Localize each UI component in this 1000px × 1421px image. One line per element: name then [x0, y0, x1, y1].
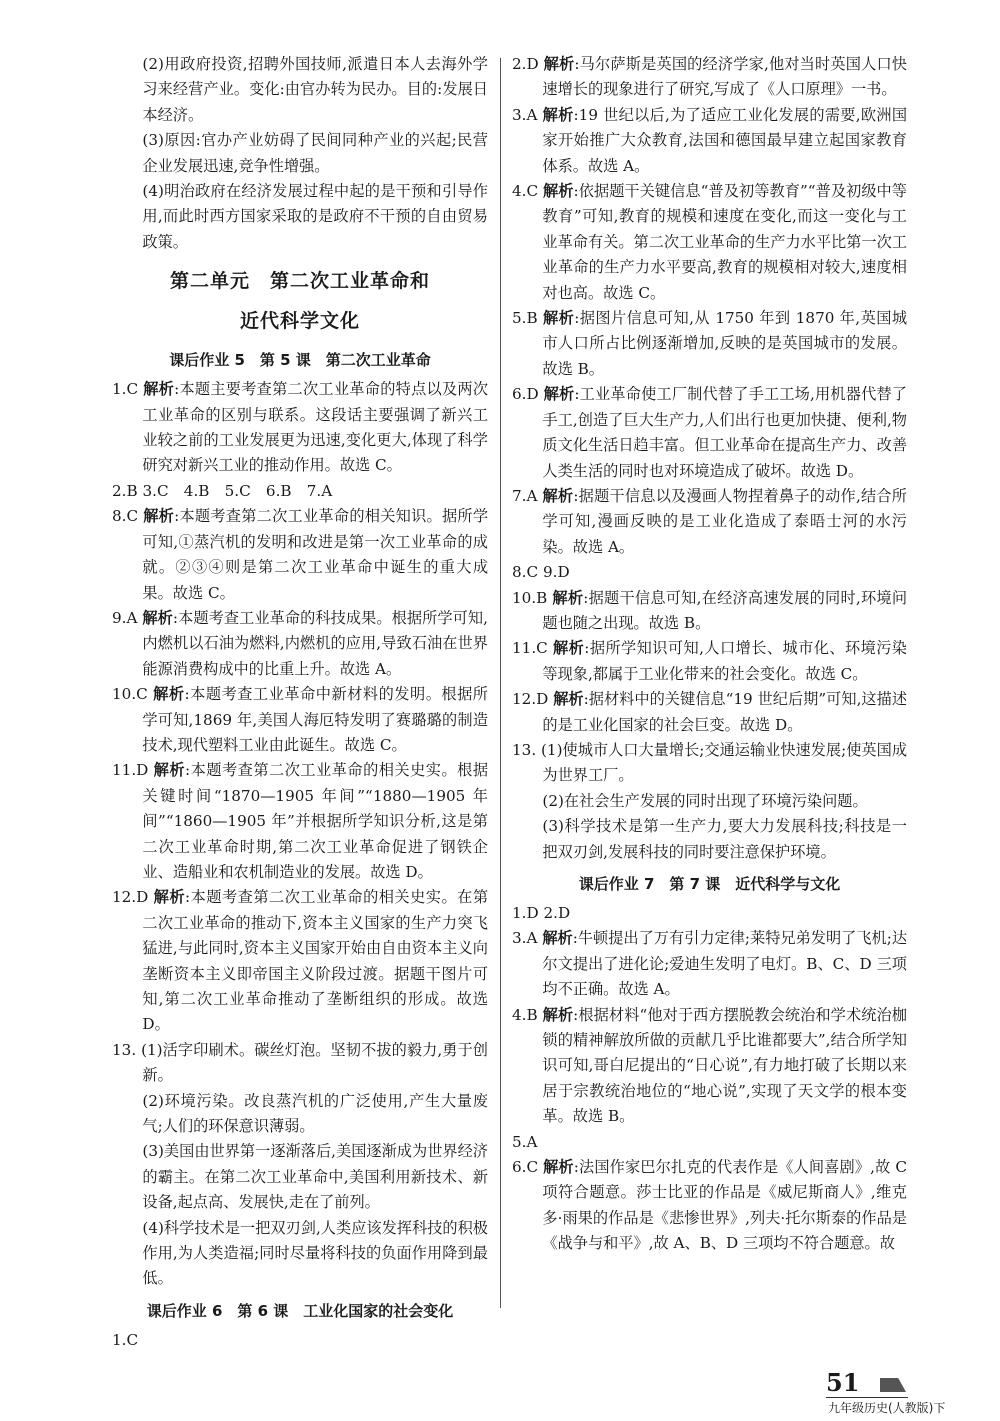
answer-number: 8.C [112, 507, 139, 526]
lesson5-item [112, 682, 488, 758]
answer-text: :本题主要考查第二次工业革命的特点以及两次工业革命的区别与联系。这段话主要强调了新兴工业较之前的工业发展更为迅速,变化更大,体现了科学研究对新兴工业的推动作用。故选 C。 [142, 380, 489, 475]
answer-text: :牛顿提出了万有引力定律;莱特兄弟发明了飞机;达尔文提出了进化论;爱迪生发明了电灯。B、C、D 三项均不正确。故选 A。 [542, 929, 908, 999]
page-tab-icon [880, 1378, 906, 1392]
lesson6-item [512, 179, 907, 306]
analysis-label: 解析 [543, 1158, 574, 1177]
lesson5-item [112, 479, 488, 504]
intro-p3: (4)明治政府在经济发展过程中起的是干预和引导作用,而此时西方国家采取的是政府不干预的自由贸易政策。 [142, 182, 488, 251]
analysis-label: 解析 [552, 588, 584, 607]
answer-number: 13. [112, 1040, 137, 1059]
lesson7-heading: 课后作业 7 第 7 课 近代科学与文化 [578, 875, 841, 893]
book-label: 九年级历史(人教版)下 [828, 1401, 946, 1415]
lesson5-item [112, 1038, 488, 1089]
unit-title-line1: 第二单元 第二次工业革命和 [169, 270, 430, 293]
analysis-label: 解析 [543, 385, 575, 404]
lesson6-answers [512, 52, 907, 789]
lesson5-heading: 课后作业 5 第 5 课 第二次工业革命 [169, 351, 431, 370]
answer-number: 4.B [512, 1005, 538, 1024]
answer-r13-3: (3)科学技术是第一生产力,要大力发展科技;科技是一把双刃剑,发展科技的同时要注意保护环境。 [542, 817, 907, 861]
answer-number: 12.D [112, 888, 149, 907]
answer-text: :法国作家巴尔扎克的代表作是《人间喜剧》,故 C 项符合题意。莎士比亚的作品是《威尼斯商人》,维克多·雨果的作品是《悲惨世界》,列夫·托尔斯泰的作品是《战争与和平》,故 A、B、D 三项均不符合题意。故 [542, 1158, 908, 1253]
lesson7-item [512, 926, 907, 1002]
answer-text: :根据材料“他对于西方摆脱教会统治和学术统治枷锁的精神解放所做的贡献几乎比谁都要大”,结合所学知识可知,哥白尼提出的“日心说”,有力地打破了长期以来居于宗教统治地位的“地心说”,实现了天文学的根本变革。故选 B。 [542, 1005, 907, 1126]
analysis-label: 解析 [542, 105, 574, 124]
lesson7-answers [512, 901, 907, 1257]
lesson6-item [512, 103, 907, 179]
answer-number: 3.A [512, 929, 538, 948]
answer-text: (1)活字印刷术。碳丝灯泡。坚韧不拔的毅力,勇于创新。 [141, 1040, 488, 1085]
lesson7-item [512, 1130, 907, 1155]
left-column [112, 52, 488, 1353]
lesson5-item [112, 758, 488, 885]
answer-number: 5.A [512, 1132, 538, 1151]
answer-number: 10.C [112, 685, 148, 704]
lesson6-answer-1: 1.C [112, 1330, 139, 1349]
lesson7-item [512, 901, 907, 926]
lesson6-item [512, 382, 907, 484]
answer-text: 3.C 4.B 5.C 6.B 7.A [142, 481, 333, 500]
lesson5-item [112, 885, 488, 1037]
answer-number: 4.C [512, 182, 539, 201]
answer-text: :据材料中的关键信息“19 世纪后期”可知,这描述的是工业化国家的社会巨变。故选 D。 [542, 690, 908, 734]
answer-number: 5.B [512, 309, 538, 328]
analysis-label: 解析 [542, 929, 573, 948]
lesson5-item [112, 377, 488, 479]
answer-number: 9.A [112, 608, 138, 627]
answer-number: 2.B [112, 481, 138, 500]
answer-text: 9.D [542, 563, 570, 582]
answer-number: 12.D [512, 690, 549, 709]
lesson6-item [512, 306, 907, 382]
analysis-label: 解析 [542, 309, 575, 328]
unit-title-line2: 近代科学文化 [239, 310, 360, 333]
answer-text: :据所学知识可知,人口增长、城市化、环境污染等现象,都属于工业化带来的社会变化。故选 C。 [542, 639, 907, 683]
analysis-label: 解析 [543, 55, 575, 73]
lesson6-item [512, 687, 907, 738]
answer-text: :据图片信息可知,从 1750 年到 1870 年,英国城市人口所占比例逐渐增加,反映的是英国城市的发展。故选 B。 [542, 309, 908, 378]
lesson6-heading: 课后作业 6 第 6 课 工业化国家的社会变化 [146, 1301, 454, 1320]
answer-number: 13. [512, 740, 537, 759]
lesson6-item [512, 738, 907, 789]
answer-text: :依据题干关键信息“普及初等教育”“普及初级中等教育”可知,教育的规模和速度在变化,而这一变化与工业革命有关。第二次工业革命的生产力水平比第一次工业革命的生产力水平要高,教育的规模相对较大,速度相对也高。故选 C。 [542, 182, 907, 302]
answer-number: 6.D [512, 385, 539, 404]
lesson7-item [512, 1155, 907, 1257]
answer-text: :本题考查第二次工业革命的相关史实。在第二次工业革命的推动下,资本主义国家的生产力突飞猛进,与此同时,资本主义国家开始由自由资本主义向垄断资本主义即帝国主义阶段过渡。据题干图片可知,第二次工业革命推动了垄断组织的形成。故选 D。 [142, 888, 489, 1034]
answer-text: :本题考查第二次工业革命的相关史实。根据关键时间“1870—1905 年间”“1880—1905 年间”“1860—1905 年”并根据所学知识分析,这是第二次工业革命时期,第二次工业革命促进了钢铁企业、造船业和农机制造业的发展。故选 D。 [142, 761, 489, 881]
answer-text: :据题干信息可知,在经济高速发展的同时,环境问题也随之出现。故选 B。 [542, 588, 908, 632]
analysis-label: 解析 [553, 690, 584, 709]
analysis-label: 解析 [143, 380, 175, 399]
analysis-label: 解析 [142, 608, 173, 627]
answer-text: :19 世纪以后,为了适应工业化发展的需要,欧洲国家开始推广大众教育,法国和德国最早建立起国家教育体系。故选 A。 [542, 105, 908, 175]
lesson6-item [512, 636, 907, 687]
right-column [512, 52, 907, 1257]
answer-number: 1.D [512, 904, 539, 922]
lesson6-item [512, 484, 907, 560]
intro-p2: (3)原因:官办产业妨碍了民间同种产业的兴起;民营企业发展迅速,竞争性增强。 [142, 131, 488, 175]
footer-rule [826, 1397, 908, 1398]
answer-13-2: (2)环境污染。改良蒸汽机的广泛使用,产生大量废气;人们的环保意识薄弱。 [142, 1091, 488, 1136]
answer-text: :本题考查工业革命的科技成果。根据所学可知,内燃机以石油为燃料,内燃机的应用,导致石油在世界能源消费构成中的比重上升。故选 A。 [142, 608, 489, 678]
intro-p1: (2)用政府投资,招聘外国技师,派遣日本人去海外学习来经营产业。变化:由官办转为民办。目的:发展日本经济。 [142, 55, 488, 124]
analysis-label: 解析 [153, 888, 186, 907]
analysis-label: 解析 [542, 486, 574, 505]
analysis-label: 解析 [153, 761, 186, 780]
analysis-label: 解析 [143, 507, 175, 526]
answer-number: 11.C [512, 639, 548, 658]
lesson6-item [512, 560, 907, 585]
answer-number: 1.C [112, 380, 139, 399]
analysis-label: 解析 [543, 182, 574, 201]
analysis-label: 解析 [542, 1005, 574, 1024]
answer-text: (1)使城市人口大量增长;交通运输业快速发展;使英国成为世界工厂。 [541, 740, 908, 785]
answer-number: 8.C [512, 563, 539, 582]
page-number: 51 [826, 1368, 860, 1397]
answer-13-3: (3)美国由世界第一逐渐落后,美国逐渐成为世界经济的霸主。在第二次工业革命中,美国利用新技术、新设备,起点高、发展快,走在了前列。 [142, 1142, 488, 1212]
answer-text: :马尔萨斯是英国的经济学家,他对当时英国人口快速增长的现象进行了研究,写成了《人口原理》一书。 [542, 55, 907, 99]
lesson7-item [512, 1003, 907, 1130]
answer-text: :本题考查工业革命中新材料的发明。根据所学可知,1869 年,美国人海厄特发明了赛璐璐的制造技术,现代塑料工业由此诞生。故选 C。 [142, 685, 488, 754]
answer-r13-2: (2)在社会生产发展的同时出现了环境污染问题。 [542, 791, 868, 810]
lesson6-item [512, 586, 907, 637]
lesson5-item [112, 606, 488, 682]
answer-text: :据题干信息以及漫画人物捏着鼻子的动作,结合所学可知,漫画反映的是工业化造成了泰晤士河的水污染。故选 A。 [542, 486, 907, 556]
answer-number: 10.B [512, 588, 548, 607]
answer-text: 2.D [543, 904, 571, 922]
answer-number: 6.C [512, 1158, 539, 1177]
lesson5-answers [112, 377, 488, 1088]
answer-number: 3.A [512, 105, 538, 124]
analysis-label: 解析 [153, 685, 185, 704]
column-divider [500, 58, 501, 1308]
lesson5-item [112, 504, 488, 606]
analysis-label: 解析 [553, 639, 585, 658]
answer-text: :工业革命使工厂制代替了手工工场,用机器代替了手工,创造了巨大生产力,人们出行也更加快捷、便利,物质文化生活日趋丰富。但工业革命在提高生产力、改善人类生活的同时也对环境造成了破坏。故选 D。 [542, 385, 907, 480]
lesson6-item [512, 52, 907, 103]
answer-13-4: (4)科学技术是一把双刃剑,人类应该发挥科技的积极作用,为人类造福;同时尽量将科技的负面作用降到最低。 [142, 1218, 488, 1288]
answer-number: 11.D [112, 761, 149, 780]
answer-number: 7.A [512, 486, 538, 505]
answer-number: 2.D [512, 55, 539, 73]
answer-text: :本题考查第二次工业革命的相关知识。据所学可知,①蒸汽机的发明和改进是第一次工业革命的成就。②③④则是第二次工业革命中诞生的重大成果。故选 C。 [142, 507, 489, 602]
